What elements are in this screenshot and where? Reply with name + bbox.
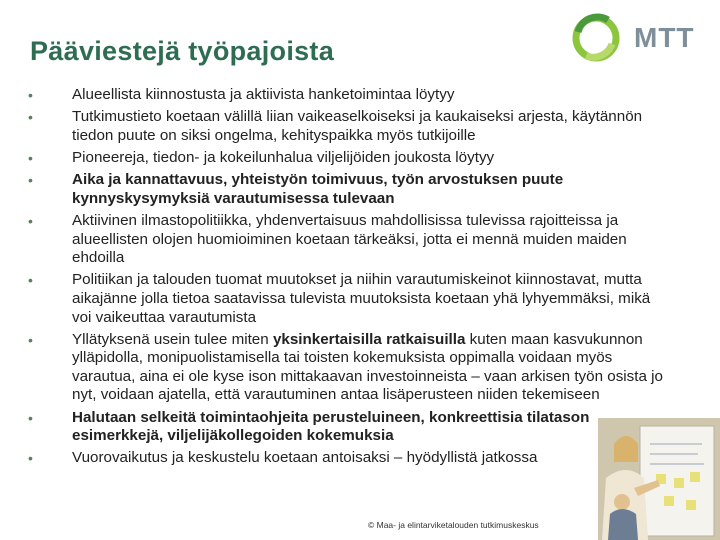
bullet-list — [26, 86, 666, 472]
bullet-text-run: Vuorovaikutus ja keskustelu koetaan antoisaksi – hyödyllistä jatkossa — [72, 449, 538, 467]
bullet-marker: • — [28, 212, 33, 229]
bullet-text-run: kuten maan kasvukunnon ylläpidolla, monipuolistamisella tai toisten kokemuksista oppimalla voidaan myös varautua, aina ei ole kyse ison mittakaavan investoinneista – vaan arkisen työn osista jo nyt, voidaan ajatella, että varautuminen antaa lisäperusteen niiden tekemiseen — [72, 330, 663, 404]
bullet-item — [26, 271, 666, 327]
bullet-text — [72, 212, 666, 268]
bullet-text — [72, 149, 666, 168]
bullet-item — [26, 86, 666, 105]
bullet-item — [26, 409, 666, 446]
bullet-item — [26, 212, 666, 268]
bullet-text-run: Yllätyksenä usein tulee miten — [72, 330, 273, 348]
bullet-item — [26, 149, 666, 168]
bullet-item — [26, 449, 666, 468]
footer-copyright: © Maa- ja elintarviketalouden tutkimuskeskus — [368, 520, 539, 530]
bullet-text — [72, 108, 666, 145]
bullet-marker: • — [28, 149, 33, 166]
slide-title: Pääviestejä työpajoista — [30, 36, 335, 66]
bullet-text — [72, 86, 666, 105]
bullet-text-run: Halutaan selkeitä toimintaohjeita perusteluineen, konkreettisia tilatason esimerkkejä, viljelijäkollegoiden kokemuksia — [72, 408, 590, 445]
bullet-marker: • — [28, 272, 33, 289]
bullet-text — [72, 449, 666, 468]
bullet-marker: • — [28, 172, 33, 189]
bullet-text-run: yksinkertaisilla ratkaisuilla — [272, 330, 466, 348]
bullet-text — [72, 409, 666, 446]
bullet-item — [26, 108, 666, 145]
bullet-text — [72, 271, 666, 327]
logo-text: MTT — [634, 22, 695, 53]
bullet-text-run: Aktiivinen ilmastopolitiikka, yhdenvertaisuus mahdollisissa tulevissa rajoitteissa ja alueellisten olojen huomioiminen koetaan tärkeäksi, jotta ei mennä muiden maiden ehdoilla — [72, 211, 627, 267]
bullet-text-run: Pioneereja, tiedon- ja kokeilunhalua viljelijöiden joukosta löytyy — [72, 148, 495, 166]
bullet-marker: • — [28, 331, 33, 348]
bullet-marker: • — [28, 409, 33, 426]
bullet-item — [26, 331, 666, 405]
bullet-text-run: Tutkimustieto koetaan välillä liian vaikeaselkoiseksi ja kaukaiseksi arjesta, käytännön tiedon puute on siksi ongelma, kehityspaikka myös tutkijoille — [72, 108, 643, 144]
bullet-marker: • — [28, 450, 33, 467]
bullet-text — [72, 171, 666, 208]
bullet-text-run: Aika ja kannattavuus, yhteistyön toimivuus, työn arvostuksen puute kynnyskysymyksiä varautumisessa tulevaan — [72, 171, 564, 207]
bullet-text-run: Alueellista kiinnostusta ja aktiivista hanketoimintaa löytyy — [72, 86, 455, 103]
bullet-marker: • — [28, 87, 33, 103]
bullet-marker: • — [28, 109, 33, 126]
workshop-photo — [598, 418, 720, 540]
bullet-text — [72, 331, 666, 405]
bullet-item — [26, 171, 666, 208]
bullet-text-run: Politiikan ja talouden tuomat muutokset ja niihin varautumiskeinot kiinnostavat, mutta aikajänne jolla tietoa saatavissa tulevista muutoksista koetaan yhä lyhyemmäksi, mikä voi vaikeuttaa varautumista — [72, 271, 651, 326]
